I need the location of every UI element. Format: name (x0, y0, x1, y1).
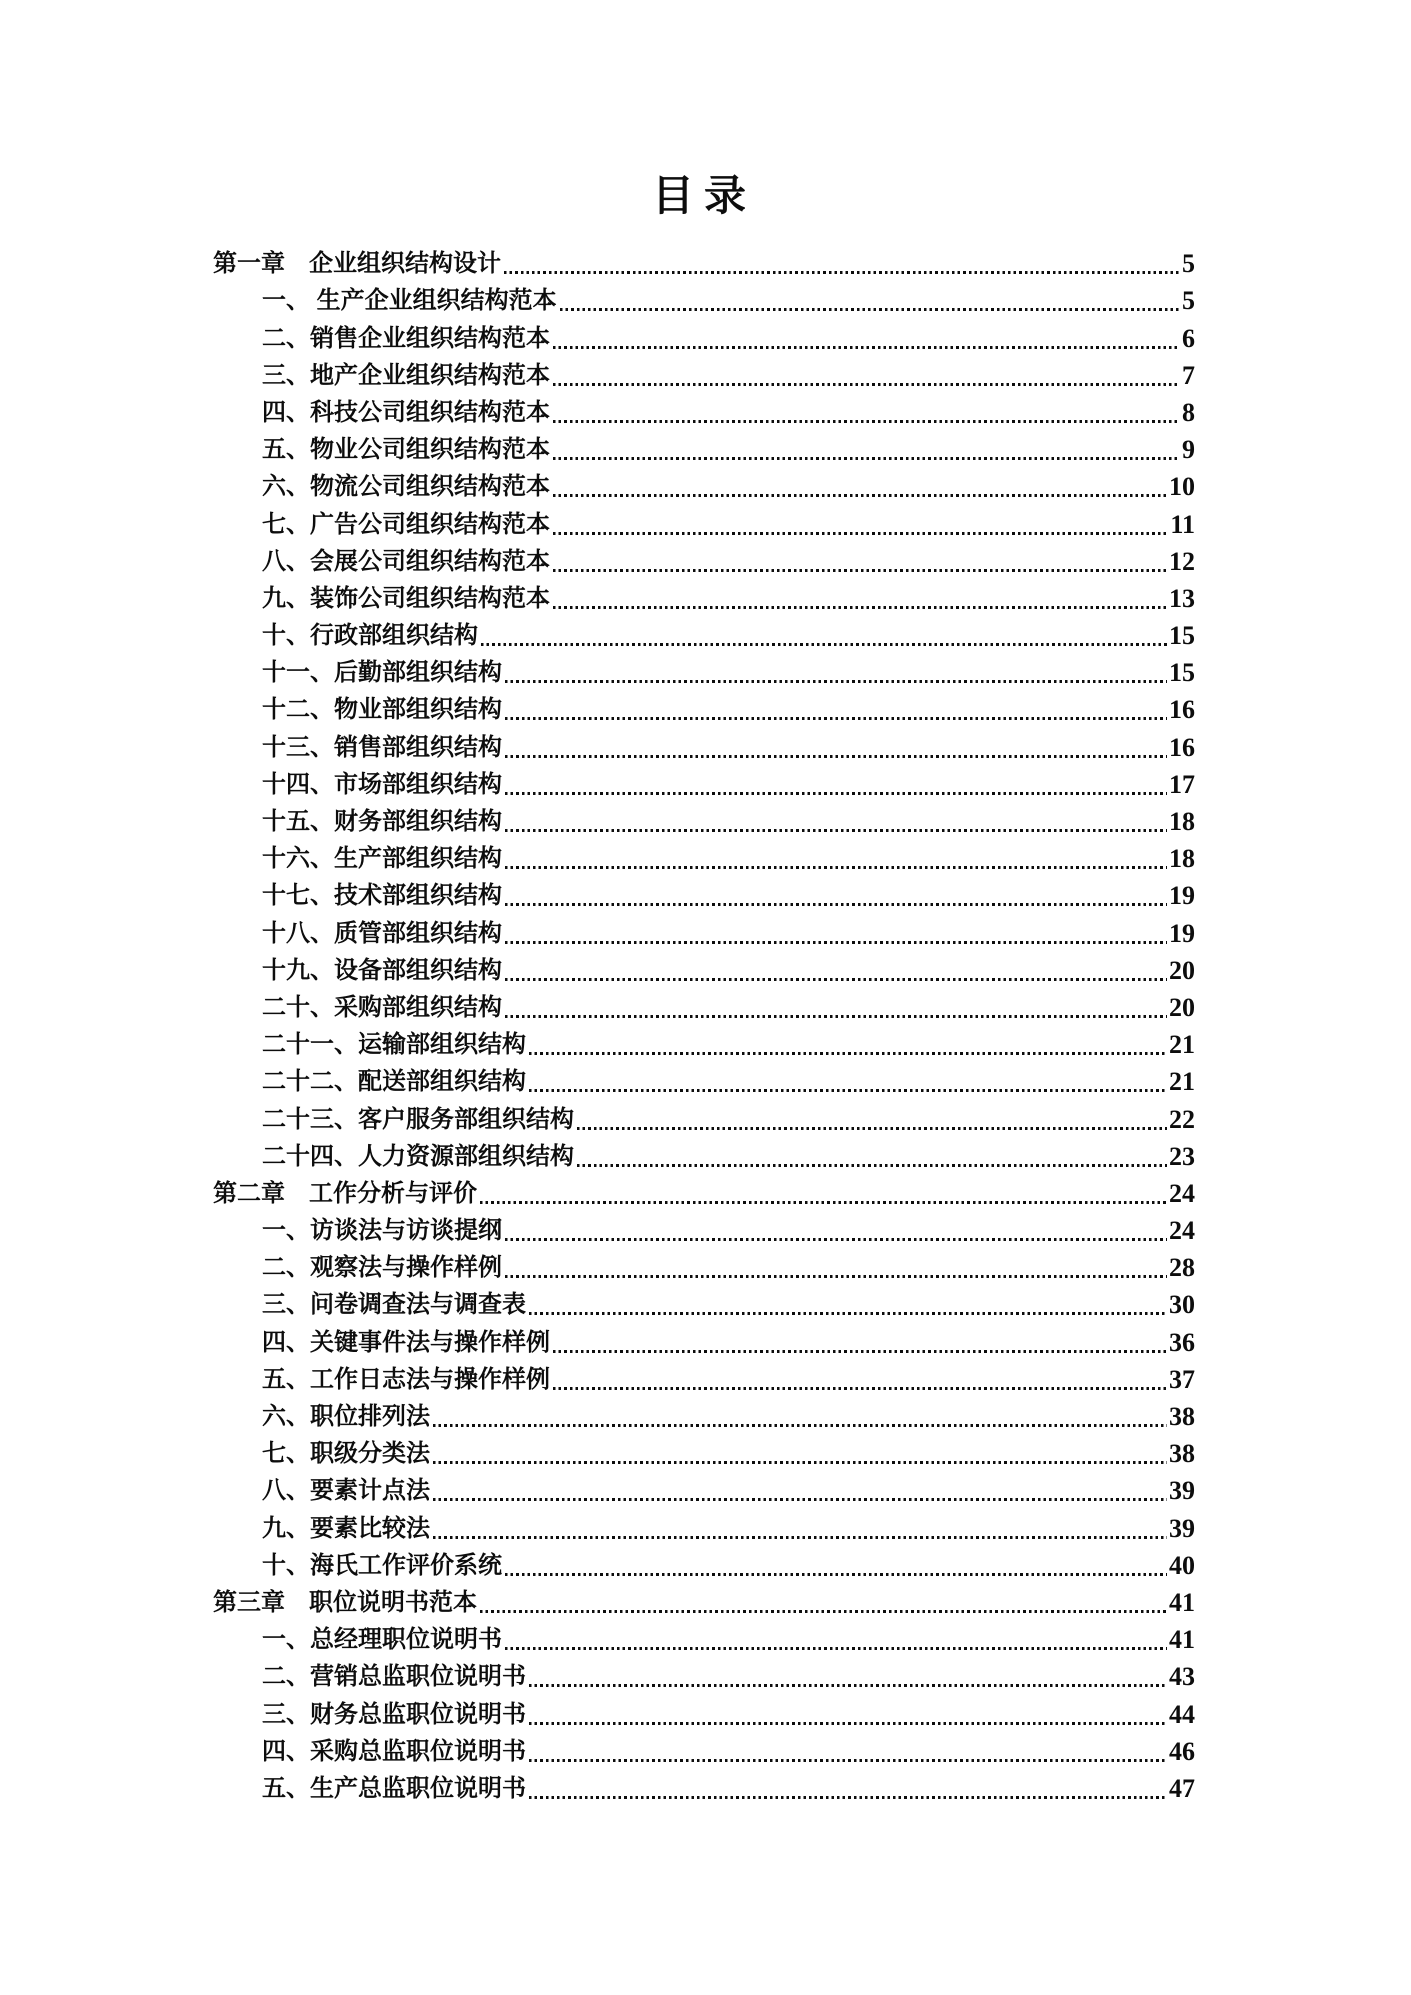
toc-entry[interactable] (262, 988, 1195, 1025)
toc-entry-label: 十、行政部组织结构 (262, 622, 478, 650)
dot-leader (481, 643, 1167, 646)
dot-leader (505, 1238, 1167, 1241)
dot-leader (505, 680, 1167, 683)
toc-entry[interactable] (262, 281, 1195, 318)
toc-entry-label: 七、职级分类法 (262, 1440, 430, 1468)
dot-leader (505, 866, 1167, 869)
toc-entry-page: 12 (1169, 546, 1195, 576)
toc-entry[interactable] (262, 876, 1195, 913)
dot-leader (553, 457, 1180, 460)
toc-entry-label: 四、采购总监职位说明书 (262, 1737, 526, 1765)
toc-entry[interactable] (262, 1211, 1195, 1248)
toc-entry[interactable] (213, 1583, 1195, 1620)
dot-leader (560, 308, 1180, 311)
toc-entry-page: 8 (1182, 397, 1195, 427)
dot-leader (505, 1015, 1167, 1018)
toc-entry[interactable] (262, 1471, 1195, 1508)
toc-entry-label: 十四、市场部组织结构 (262, 770, 502, 798)
toc-entry-label: 二十四、人力资源部组织结构 (262, 1142, 574, 1170)
toc-entry-page: 16 (1169, 732, 1195, 762)
toc-entry[interactable] (262, 616, 1195, 653)
toc-entry-label: 十六、生产部组织结构 (262, 845, 502, 873)
dot-leader (553, 1350, 1167, 1353)
dot-leader (553, 494, 1167, 497)
dot-leader (505, 717, 1167, 720)
dot-leader (433, 1536, 1167, 1539)
toc-entry-label: 十五、财务部组织结构 (262, 808, 502, 835)
toc-entry[interactable] (262, 504, 1195, 541)
toc-entry-page: 28 (1169, 1253, 1195, 1283)
dot-leader (480, 1201, 1167, 1204)
page-title: 目录 (651, 172, 756, 219)
toc-entry-label: 五、工作日志法与操作样例 (262, 1365, 550, 1393)
toc-entry-page: 41 (1169, 1587, 1195, 1617)
toc-entry-page: 24 (1169, 1216, 1195, 1246)
toc-entry-label: 二十一、运输部组织结构 (262, 1031, 526, 1059)
dot-leader (529, 1052, 1167, 1055)
toc-entry-label: 十九、设备部组织结构 (262, 956, 502, 984)
toc-entry-page: 37 (1169, 1364, 1195, 1394)
toc-entry-page: 24 (1169, 1178, 1195, 1208)
toc-entry-page: 21 (1169, 1030, 1195, 1060)
dot-leader (529, 1089, 1167, 1092)
toc-entry-label: 六、职位排列法 (262, 1403, 430, 1430)
toc-entry-label: 二十二、配送部组织结构 (262, 1068, 526, 1096)
toc-entry-page: 39 (1169, 1513, 1195, 1543)
toc-entry[interactable] (213, 244, 1195, 281)
toc-entry-label: 九、装饰公司组织结构范本 (262, 584, 550, 612)
toc-entry-page: 17 (1169, 769, 1195, 799)
toc-entry[interactable] (262, 1546, 1195, 1583)
toc-entry-label: 一、 生产企业组织结构范本 (262, 287, 557, 315)
toc-entry[interactable] (262, 1434, 1195, 1471)
toc-entry[interactable] (262, 1657, 1195, 1694)
toc-entry-page: 38 (1169, 1439, 1195, 1469)
toc-entry-page: 16 (1169, 695, 1195, 725)
toc-entry-label: 七、广告公司组织结构范本 (262, 510, 550, 538)
dot-leader (480, 1610, 1167, 1613)
toc-entry-page: 36 (1169, 1327, 1195, 1357)
toc-entry-page: 5 (1182, 286, 1195, 316)
dot-leader (505, 903, 1167, 906)
dot-leader (505, 755, 1167, 758)
toc-entry-label: 二十、采购部组织结构 (262, 993, 502, 1021)
toc-entry[interactable] (262, 1322, 1195, 1359)
toc-entry-page: 39 (1169, 1476, 1195, 1506)
dot-leader (505, 829, 1167, 832)
toc-entry-label: 一、访谈法与访谈提纲 (262, 1217, 502, 1245)
toc-entry-label: 五、生产总监职位说明书 (262, 1774, 526, 1802)
dot-leader (433, 1498, 1167, 1501)
toc-entry[interactable] (262, 1732, 1195, 1769)
toc-entry[interactable] (262, 951, 1195, 988)
toc-entry-label: 十八、质管部组织结构 (262, 919, 502, 947)
toc-entry-page: 7 (1182, 360, 1195, 390)
dot-leader (553, 532, 1168, 535)
toc-entry-page: 11 (1170, 509, 1195, 539)
toc-entry[interactable] (262, 1062, 1195, 1099)
toc-entry-label: 第三章 职位说明书范本 (213, 1588, 477, 1616)
dot-leader (529, 1722, 1167, 1725)
dot-leader (505, 1573, 1167, 1576)
toc-entry-label: 三、地产企业组织结构范本 (262, 361, 550, 389)
dot-leader (577, 1127, 1167, 1130)
toc-entry-label: 二、营销总监职位说明书 (262, 1663, 526, 1691)
toc-entry-page: 19 (1169, 881, 1195, 911)
toc-entry[interactable] (262, 765, 1195, 802)
toc-entry-label: 十二、物业部组织结构 (262, 696, 502, 724)
toc-entry-label: 五、物业公司组织结构范本 (262, 436, 550, 464)
toc-entry-label: 十七、技术部组织结构 (262, 882, 502, 910)
toc-entry[interactable] (262, 467, 1195, 504)
dot-leader (505, 1275, 1167, 1278)
dot-leader (433, 1424, 1167, 1427)
toc-entry[interactable] (262, 393, 1195, 430)
toc-entry[interactable] (262, 913, 1195, 950)
toc-entry-page: 13 (1169, 583, 1195, 613)
toc-entry[interactable] (213, 1174, 1195, 1211)
toc-entry[interactable] (262, 542, 1195, 579)
dot-leader (577, 1164, 1167, 1167)
toc-entry-page: 40 (1169, 1550, 1195, 1580)
toc-entry-label: 六、物流公司组织结构范本 (262, 473, 550, 501)
toc-entry-page: 46 (1169, 1736, 1195, 1766)
toc-entry-label: 二十三、客户服务部组织结构 (262, 1105, 574, 1133)
toc-entry-page: 43 (1169, 1662, 1195, 1692)
toc-entry[interactable] (262, 690, 1195, 727)
toc-entry-label: 九、要素比较法 (262, 1514, 430, 1542)
toc-entry[interactable] (262, 1769, 1195, 1806)
toc-entry-label: 四、关键事件法与操作样例 (262, 1328, 550, 1356)
toc-entry[interactable] (262, 579, 1195, 616)
toc-entry[interactable] (262, 1137, 1195, 1174)
dot-leader (505, 978, 1167, 981)
toc-entry-page: 41 (1169, 1625, 1195, 1655)
dot-leader (504, 271, 1180, 274)
toc-list (0, 244, 1411, 1806)
toc-entry-label: 十三、销售部组织结构 (262, 733, 502, 761)
toc-entry-page: 23 (1169, 1141, 1195, 1171)
toc-entry-label: 二、观察法与操作样例 (262, 1254, 502, 1282)
toc-entry[interactable] (262, 1025, 1195, 1062)
toc-entry-page: 5 (1182, 249, 1195, 279)
toc-entry-label: 第一章 企业组织结构设计 (213, 250, 501, 278)
toc-entry-page: 9 (1182, 435, 1195, 465)
dot-leader (553, 569, 1167, 572)
toc-entry-label: 十一、后勤部组织结构 (262, 659, 502, 687)
toc-entry[interactable] (262, 653, 1195, 690)
toc-entry[interactable] (262, 318, 1195, 355)
toc-entry-label: 八、会展公司组织结构范本 (262, 547, 550, 575)
toc-entry-page: 15 (1169, 621, 1195, 651)
toc-entry[interactable] (262, 1620, 1195, 1657)
dot-leader (553, 420, 1180, 423)
dot-leader (553, 606, 1167, 609)
toc-entry-page: 6 (1182, 323, 1195, 353)
toc-entry-page: 10 (1169, 472, 1195, 502)
toc-entry[interactable] (262, 1099, 1195, 1136)
dot-leader (505, 792, 1167, 795)
dot-leader (433, 1461, 1167, 1464)
toc-entry[interactable] (262, 1248, 1195, 1285)
dot-leader (529, 1684, 1167, 1687)
toc-entry[interactable] (262, 1285, 1195, 1322)
toc-entry-label: 四、科技公司组织结构范本 (262, 398, 550, 426)
toc-entry-page: 21 (1169, 1067, 1195, 1097)
toc-entry[interactable] (262, 727, 1195, 764)
toc-entry-page: 20 (1169, 992, 1195, 1022)
toc-entry-page: 47 (1169, 1773, 1195, 1803)
toc-entry-page: 30 (1169, 1290, 1195, 1320)
toc-entry-label: 八、要素计点法 (262, 1477, 430, 1505)
dot-leader (553, 383, 1180, 386)
toc-entry-label: 二、销售企业组织结构范本 (262, 324, 550, 352)
toc-entry[interactable] (262, 1694, 1195, 1731)
toc-entry-page: 18 (1169, 807, 1195, 836)
dot-leader (529, 1759, 1167, 1762)
toc-entry-label: 十、海氏工作评价系统 (262, 1551, 502, 1579)
toc-entry[interactable] (262, 430, 1195, 467)
toc-entry-page: 38 (1169, 1402, 1195, 1431)
toc-entry[interactable] (262, 1508, 1195, 1545)
toc-entry-page: 15 (1169, 658, 1195, 688)
toc-entry-label: 第二章 工作分析与评价 (213, 1179, 477, 1207)
dot-leader (553, 1387, 1167, 1390)
toc-entry-page: 44 (1169, 1699, 1195, 1729)
toc-entry-page: 19 (1169, 918, 1195, 948)
toc-entry-page: 22 (1169, 1104, 1195, 1134)
toc-entry-page: 20 (1169, 955, 1195, 985)
toc-entry-label: 一、总经理职位说明书 (262, 1626, 502, 1654)
dot-leader (553, 346, 1180, 349)
dot-leader (505, 941, 1167, 944)
dot-leader (529, 1312, 1167, 1315)
dot-leader (505, 1647, 1167, 1650)
toc-entry[interactable] (262, 1360, 1195, 1397)
dot-leader (529, 1796, 1167, 1799)
toc-entry[interactable] (262, 802, 1195, 839)
toc-entry[interactable] (262, 356, 1195, 393)
toc-entry[interactable] (262, 839, 1195, 876)
toc-entry-label: 三、财务总监职位说明书 (262, 1700, 526, 1728)
toc-entry[interactable] (262, 1397, 1195, 1434)
toc-entry-label: 三、问卷调查法与调查表 (262, 1291, 526, 1319)
toc-entry-page: 18 (1169, 844, 1195, 874)
